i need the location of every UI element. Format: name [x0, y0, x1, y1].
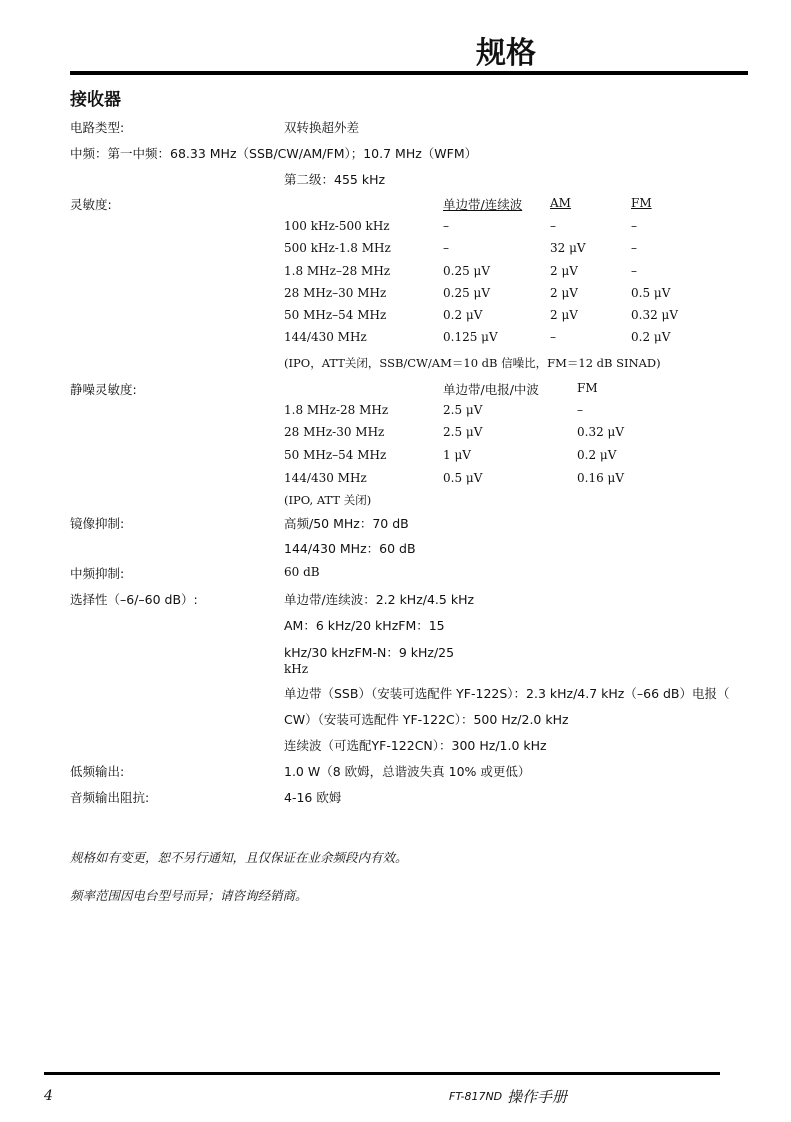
if-rejection-value: 60 dB	[284, 565, 320, 579]
circuit-type-value: 双转换超外差	[284, 120, 360, 135]
selectivity-line-4: 单边带（SSB）（安装可选配件 YF-122S）：2.3 kHz/4.7 kHz（–66 dB）电报（	[284, 686, 730, 701]
image-rejection-label: 镜像抑制:	[70, 516, 125, 531]
sensitivity-row-0-ssb: –	[443, 219, 449, 233]
bottom-rule	[44, 1072, 720, 1075]
squelch-header-fm: FM	[577, 381, 598, 395]
sensitivity-header-fm: FM	[631, 196, 652, 210]
sensitivity-header-am: AM	[550, 196, 571, 210]
sensitivity-row-3-band: 28 MHz–30 MHz	[284, 286, 387, 300]
sensitivity-row-4-fm: 0.32 μV	[631, 308, 678, 322]
sensitivity-row-3-ssb: 0.25 μV	[443, 286, 490, 300]
squelch-row-2-band: 50 MHz–54 MHz	[284, 448, 387, 462]
sensitivity-row-0-am: –	[550, 219, 556, 233]
squelch-row-3-ssb: 0.5 μV	[443, 471, 483, 485]
sensitivity-label: 灵敏度:	[70, 197, 112, 212]
sensitivity-row-3-am: 2 μV	[550, 286, 578, 300]
image-rejection-line-1: 高频/50 MHz：70 dB	[284, 516, 409, 531]
sensitivity-row-5-fm: 0.2 μV	[631, 330, 671, 344]
squelch-row-1-ssb: 2.5 μV	[443, 425, 483, 439]
sensitivity-row-1-fm: –	[631, 241, 637, 255]
selectivity-line-3: kHz	[284, 662, 309, 676]
squelch-row-2-fm: 0.2 μV	[577, 448, 617, 462]
selectivity-line-0: 单边带/连续波：2.2 kHz/4.5 kHz	[284, 592, 475, 607]
sensitivity-row-4-am: 2 μV	[550, 308, 578, 322]
squelch-label: 静噪灵敏度:	[70, 382, 137, 397]
sensitivity-row-1-band: 500 kHz-1.8 MHz	[284, 241, 391, 255]
sensitivity-row-2-am: 2 μV	[550, 264, 578, 278]
squelch-row-3-fm: 0.16 μV	[577, 471, 624, 485]
sensitivity-row-4-band: 50 MHz–54 MHz	[284, 308, 387, 322]
section-title: 接收器	[70, 90, 121, 110]
sensitivity-row-3-fm: 0.5 μV	[631, 286, 671, 300]
sensitivity-row-2-ssb: 0.25 μV	[443, 264, 490, 278]
squelch-row-1-fm: 0.32 μV	[577, 425, 624, 439]
squelch-row-1-band: 28 MHz-30 MHz	[284, 425, 385, 439]
footer-manual-title: 操作手册	[507, 1088, 568, 1106]
squelch-note: (IPO, ATT 关闭)	[284, 493, 372, 507]
note-spec-change: 规格如有变更，恕不另行通知，且仅保证在业余频段内有效。	[70, 850, 408, 865]
if-line-2: 第二级：455 kHz	[284, 172, 386, 187]
page-title: 规格	[476, 36, 536, 71]
footer-model: FT-817ND	[449, 1090, 503, 1103]
af-impedance-value: 4-16 欧姆	[284, 790, 342, 805]
af-impedance-label: 音频输出阻抗:	[70, 790, 150, 805]
selectivity-line-2: kHz/30 kHzFM-N：9 kHz/25	[284, 645, 455, 660]
selectivity-line-5: CW）（安装可选配件 YF-122C）：500 Hz/2.0 kHz	[284, 712, 569, 727]
sensitivity-row-5-am: –	[550, 330, 556, 344]
if-rejection-label: 中频抑制:	[70, 566, 125, 581]
page-number: 4	[44, 1088, 53, 1104]
sensitivity-row-5-ssb: 0.125 μV	[443, 330, 498, 344]
sensitivity-row-0-band: 100 kHz-500 kHz	[284, 219, 390, 233]
squelch-row-0-fm: –	[577, 403, 583, 417]
squelch-row-0-band: 1.8 MHz-28 MHz	[284, 403, 389, 417]
sensitivity-note: (IPO，ATT关闭，SSB/CW/AM＝10 dB 信噪比，FM＝12 dB SINAD)	[284, 356, 661, 370]
af-output-label: 低频输出:	[70, 764, 125, 779]
squelch-header-ssb: 单边带/电报/中波	[443, 382, 539, 397]
sensitivity-row-4-ssb: 0.2 μV	[443, 308, 483, 322]
squelch-row-3-band: 144/430 MHz	[284, 471, 367, 485]
sensitivity-row-5-band: 144/430 MHz	[284, 330, 367, 344]
selectivity-line-6: 连续波（可选配YF-122CN）：300 Hz/1.0 kHz	[284, 738, 547, 753]
sensitivity-row-2-band: 1.8 MHz–28 MHz	[284, 264, 391, 278]
sensitivity-row-2-fm: –	[631, 264, 637, 278]
af-output-value: 1.0 W（8 欧姆，总谐波失真 10% 或更低）	[284, 764, 531, 779]
if-line-1: 中频：第一中频：68.33 MHz（SSB/CW/AM/FM）；10.7 MHz（WFM）	[70, 146, 478, 161]
sensitivity-row-1-ssb: –	[443, 241, 449, 255]
squelch-row-2-ssb: 1 μV	[443, 448, 471, 462]
selectivity-line-1: AM：6 kHz/20 kHzFM：15	[284, 618, 445, 633]
note-frequency-range: 频率范围因电台型号而异；请咨询经销商。	[70, 888, 308, 903]
image-rejection-line-2: 144/430 MHz：60 dB	[284, 541, 416, 556]
top-rule	[70, 71, 748, 75]
circuit-type-label: 电路类型:	[70, 120, 125, 135]
squelch-row-0-ssb: 2.5 μV	[443, 403, 483, 417]
sensitivity-header-ssb: 单边带/连续波	[443, 197, 523, 212]
sensitivity-row-0-fm: –	[631, 219, 637, 233]
sensitivity-row-1-am: 32 μV	[550, 241, 586, 255]
selectivity-label: 选择性（–6/–60 dB）:	[70, 592, 198, 607]
